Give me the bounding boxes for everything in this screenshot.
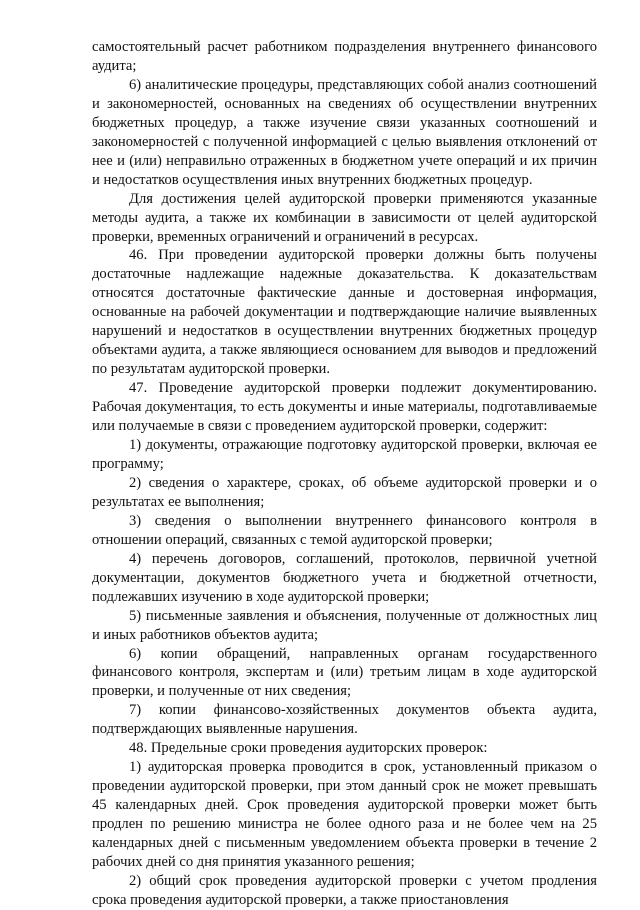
list-item: 6) копии обращений, направленных органам государственного финансового контроля, экспертам и (или) третьим лицам в ходе аудиторской проверки, и полученные от них сведения; bbox=[92, 645, 597, 700]
paragraph: Для достижения целей аудиторской проверки применяются указанные методы аудита, а также их комбинации в зависимости от целей аудиторской проверки, временных ограничений и ограничений в ресурсах. bbox=[92, 190, 597, 245]
list-item: 2) общий срок проведения аудиторской проверки с учетом продления срока проведения аудиторской проверки, а также приостановления bbox=[92, 872, 597, 908]
list-item: 5) письменные заявления и объяснения, полученные от должностных лиц и иных работников объектов аудита; bbox=[92, 607, 597, 643]
paragraph: 46. При проведении аудиторской проверки должны быть получены достаточные надлежащие надежные доказательства. К доказательствам относятся достаточные фактические данные и достоверная информация, основанные на рабочей документации и подтверждающие наличие выявленных нарушений и недостатков в осуществлении внутренних бюджетных процедур объектами аудита, а также являющиеся основанием для выводов и предложений по результатам аудиторской проверки. bbox=[92, 247, 597, 378]
paragraph: 48. Предельные сроки проведения аудиторских проверок: bbox=[129, 740, 488, 757]
paragraph: 6) аналитические процедуры, представляющих собой анализ соотношений и закономерностей, основанных на сведениях об осуществлении внутренних бюджетных процедур, а также изучение связи указанных соотношений и закономерностей с полученной информацией с целью выявления отклонений от нее и (или) неправильно отраженных в бюджетном учете операций и их причин и недостатков осуществления иных внутренних бюджетных процедур. bbox=[92, 76, 597, 188]
paragraph: самостоятельный расчет работником подразделения внутреннего финансового аудита; bbox=[92, 39, 597, 74]
list-item: 7) копии финансово-хозяйственных документов объекта аудита, подтверждающих выявленные нарушения. bbox=[92, 702, 597, 738]
list-item: 3) сведения о выполнении внутреннего финансового контроля в отношении операций, связанных с темой аудиторской проверки; bbox=[92, 512, 597, 548]
document-page bbox=[92, 38, 597, 910]
list-item: 2) сведения о характере, сроках, об объеме аудиторской проверки и о результатах ее выполнения; bbox=[92, 474, 597, 510]
list-item: 1) аудиторская проверка проводится в срок, установленный приказом о проведении аудиторской проверки, при этом данный срок не может превышать 45 календарных дней. Срок проведения аудиторской проверки может быть продлен по решению министра не более одного раза и не более чем на 25 календарных дней с письменным уведомлением объекта проверки в течение 2 рабочих дней со дня принятия указанного решения; bbox=[92, 759, 597, 870]
list-item: 4) перечень договоров, соглашений, протоколов, первичной учетной документации, документов бюджетного учета и бюджетной отчетности, подлежавших изучению в ходе аудиторской проверки; bbox=[92, 550, 597, 605]
list-item: 1) документы, отражающие подготовку аудиторской проверки, включая ее программу; bbox=[92, 437, 597, 472]
paragraph: 47. Проведение аудиторской проверки подлежит документированию. Рабочая документация, то есть документы и иные материалы, подготавливаемые или получаемые в связи с проведением аудиторской проверки, содержит: bbox=[92, 380, 597, 435]
